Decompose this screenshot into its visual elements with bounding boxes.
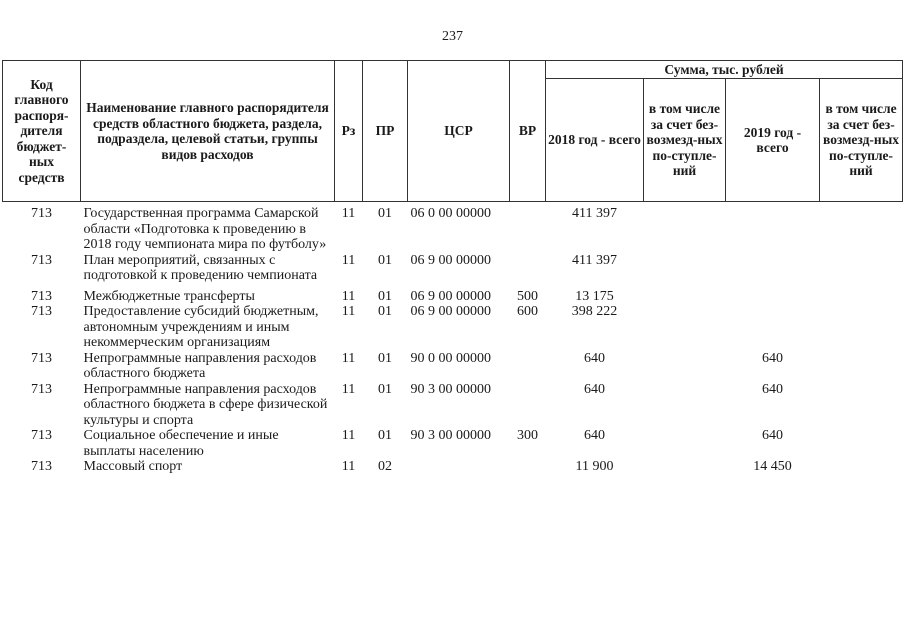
row-vr: 300 [517, 428, 538, 443]
row-2018-gratis [644, 304, 726, 351]
row-vr [510, 382, 546, 429]
row-vr [510, 351, 546, 382]
table-body [3, 202, 903, 475]
row-csr: 06 9 00 00000 [410, 288, 491, 304]
row-2019-gratis [820, 253, 903, 284]
row-2018-gratis [644, 284, 726, 305]
row-csr: 06 9 00 00000 [410, 252, 491, 268]
header-sum-group: Сумма, тыс. рублей [546, 61, 903, 79]
row-name: Государственная программа Самарской области «Подготовка к проведению в 2018 году чемпионата мира по футболу» [83, 206, 327, 252]
row-2018-total: 11 900 [575, 459, 614, 474]
row-pr: 01 [378, 288, 392, 304]
header-rz: Рз [335, 61, 363, 202]
row-2018-gratis [644, 253, 726, 284]
header-2019-total: 2019 год - всего [726, 79, 820, 202]
table-row [3, 253, 903, 284]
row-name: Межбюджетные трансферты [83, 288, 255, 304]
row-2019-gratis [820, 382, 903, 429]
row-rz: 11 [341, 428, 356, 443]
row-2018-gratis [644, 382, 726, 429]
row-rz: 11 [341, 459, 356, 474]
row-2019-gratis [820, 428, 903, 459]
row-2019-total: 640 [762, 381, 783, 397]
row-2018-total: 411 397 [572, 206, 617, 221]
row-pr: 01 [378, 206, 392, 221]
row-csr: 06 9 00 00000 [410, 304, 491, 319]
row-2019-total [726, 304, 820, 351]
row-rz: 11 [341, 252, 356, 268]
row-rz: 11 [341, 304, 356, 319]
row-pr: 02 [378, 459, 392, 474]
row-csr: 90 3 00 00000 [410, 381, 491, 397]
row-pr: 01 [378, 381, 392, 397]
row-2018-gratis [644, 202, 726, 253]
row-csr [408, 459, 510, 475]
row-name: Массовый спорт [83, 459, 183, 474]
table-row [3, 428, 903, 459]
table-row [3, 351, 903, 382]
row-code: 713 [31, 381, 52, 397]
row-2018-total: 398 222 [571, 304, 618, 319]
row-vr: 500 [517, 288, 538, 304]
row-2018-total: 13 175 [575, 288, 614, 304]
row-2018-total: 640 [584, 381, 605, 397]
row-2019-total: 640 [762, 350, 783, 366]
header-name: Наименование главного распорядителя средств областного бюджета, раздела, подраздела, целевой статьи, группы видов расходов [81, 61, 335, 202]
row-code: 713 [31, 304, 52, 319]
table-row [3, 304, 903, 351]
row-2018-gratis [644, 459, 726, 475]
row-name: Непрограммные направления расходов областного бюджета в сфере физической культуры и спорта [83, 381, 328, 428]
row-name: Предоставление субсидий бюджетным, автономным учреждениям и иным некоммерческим организациям [83, 304, 319, 350]
header-csr: ЦСР [408, 61, 510, 202]
row-rz: 11 [341, 381, 356, 397]
row-vr [510, 459, 546, 475]
header-2018-gratis: в том числе за счет без-возмезд-ных по-ступле-ний [644, 79, 726, 202]
header-2019-gratis: в том числе за счет без-возмезд-ных по-ступле-ний [820, 79, 903, 202]
row-code: 713 [31, 252, 52, 268]
row-pr: 01 [378, 304, 392, 319]
header-vr: ВР [510, 61, 546, 202]
row-code: 713 [31, 206, 52, 221]
row-code: 713 [31, 350, 52, 366]
row-name: Непрограммные направления расходов областного бюджета [83, 350, 317, 381]
row-pr: 01 [378, 428, 392, 443]
row-2019-total [726, 202, 820, 253]
budget-table [2, 60, 903, 475]
row-vr: 600 [517, 304, 538, 319]
header-pr: ПР [363, 61, 408, 202]
row-rz: 11 [341, 288, 356, 304]
row-2018-total: 411 397 [572, 252, 617, 268]
row-csr: 90 3 00 00000 [410, 428, 491, 443]
row-vr [510, 253, 546, 284]
row-2018-total: 640 [584, 350, 605, 366]
row-code: 713 [31, 288, 52, 304]
row-rz: 11 [341, 350, 356, 366]
row-pr: 01 [378, 252, 392, 268]
row-code: 713 [31, 459, 52, 474]
row-2019-total: 14 450 [753, 459, 792, 474]
row-pr: 01 [378, 350, 392, 366]
row-csr: 06 0 00 00000 [410, 206, 491, 221]
row-name: Социальное обеспечение и иные выплаты населению [83, 428, 279, 459]
page-number: 237 [442, 29, 463, 44]
table-row [3, 202, 903, 253]
row-rz: 11 [341, 206, 356, 221]
row-2019-gratis [820, 202, 903, 253]
row-2018-gratis [644, 428, 726, 459]
row-name: План мероприятий, связанных с подготовкой к проведению чемпионата [83, 252, 318, 283]
row-2019-gratis [820, 304, 903, 351]
row-2019-total: 640 [762, 428, 783, 443]
row-2019-gratis [820, 459, 903, 475]
row-2019-gratis [820, 351, 903, 382]
row-2018-gratis [644, 351, 726, 382]
row-vr [510, 202, 546, 253]
table-row [3, 459, 903, 475]
table-row [3, 284, 903, 305]
row-csr: 90 0 00 00000 [410, 350, 491, 366]
row-2018-total: 640 [584, 428, 605, 443]
header-2018-total: 2018 год - всего [546, 79, 644, 202]
row-2019-total [726, 253, 820, 284]
row-2019-gratis [820, 284, 903, 305]
header-code: Код главного распоря-дителя бюджет-ных средств [3, 61, 81, 202]
table-header [3, 61, 903, 202]
row-code: 713 [31, 428, 52, 443]
table-row [3, 382, 903, 429]
row-2019-total [726, 284, 820, 305]
